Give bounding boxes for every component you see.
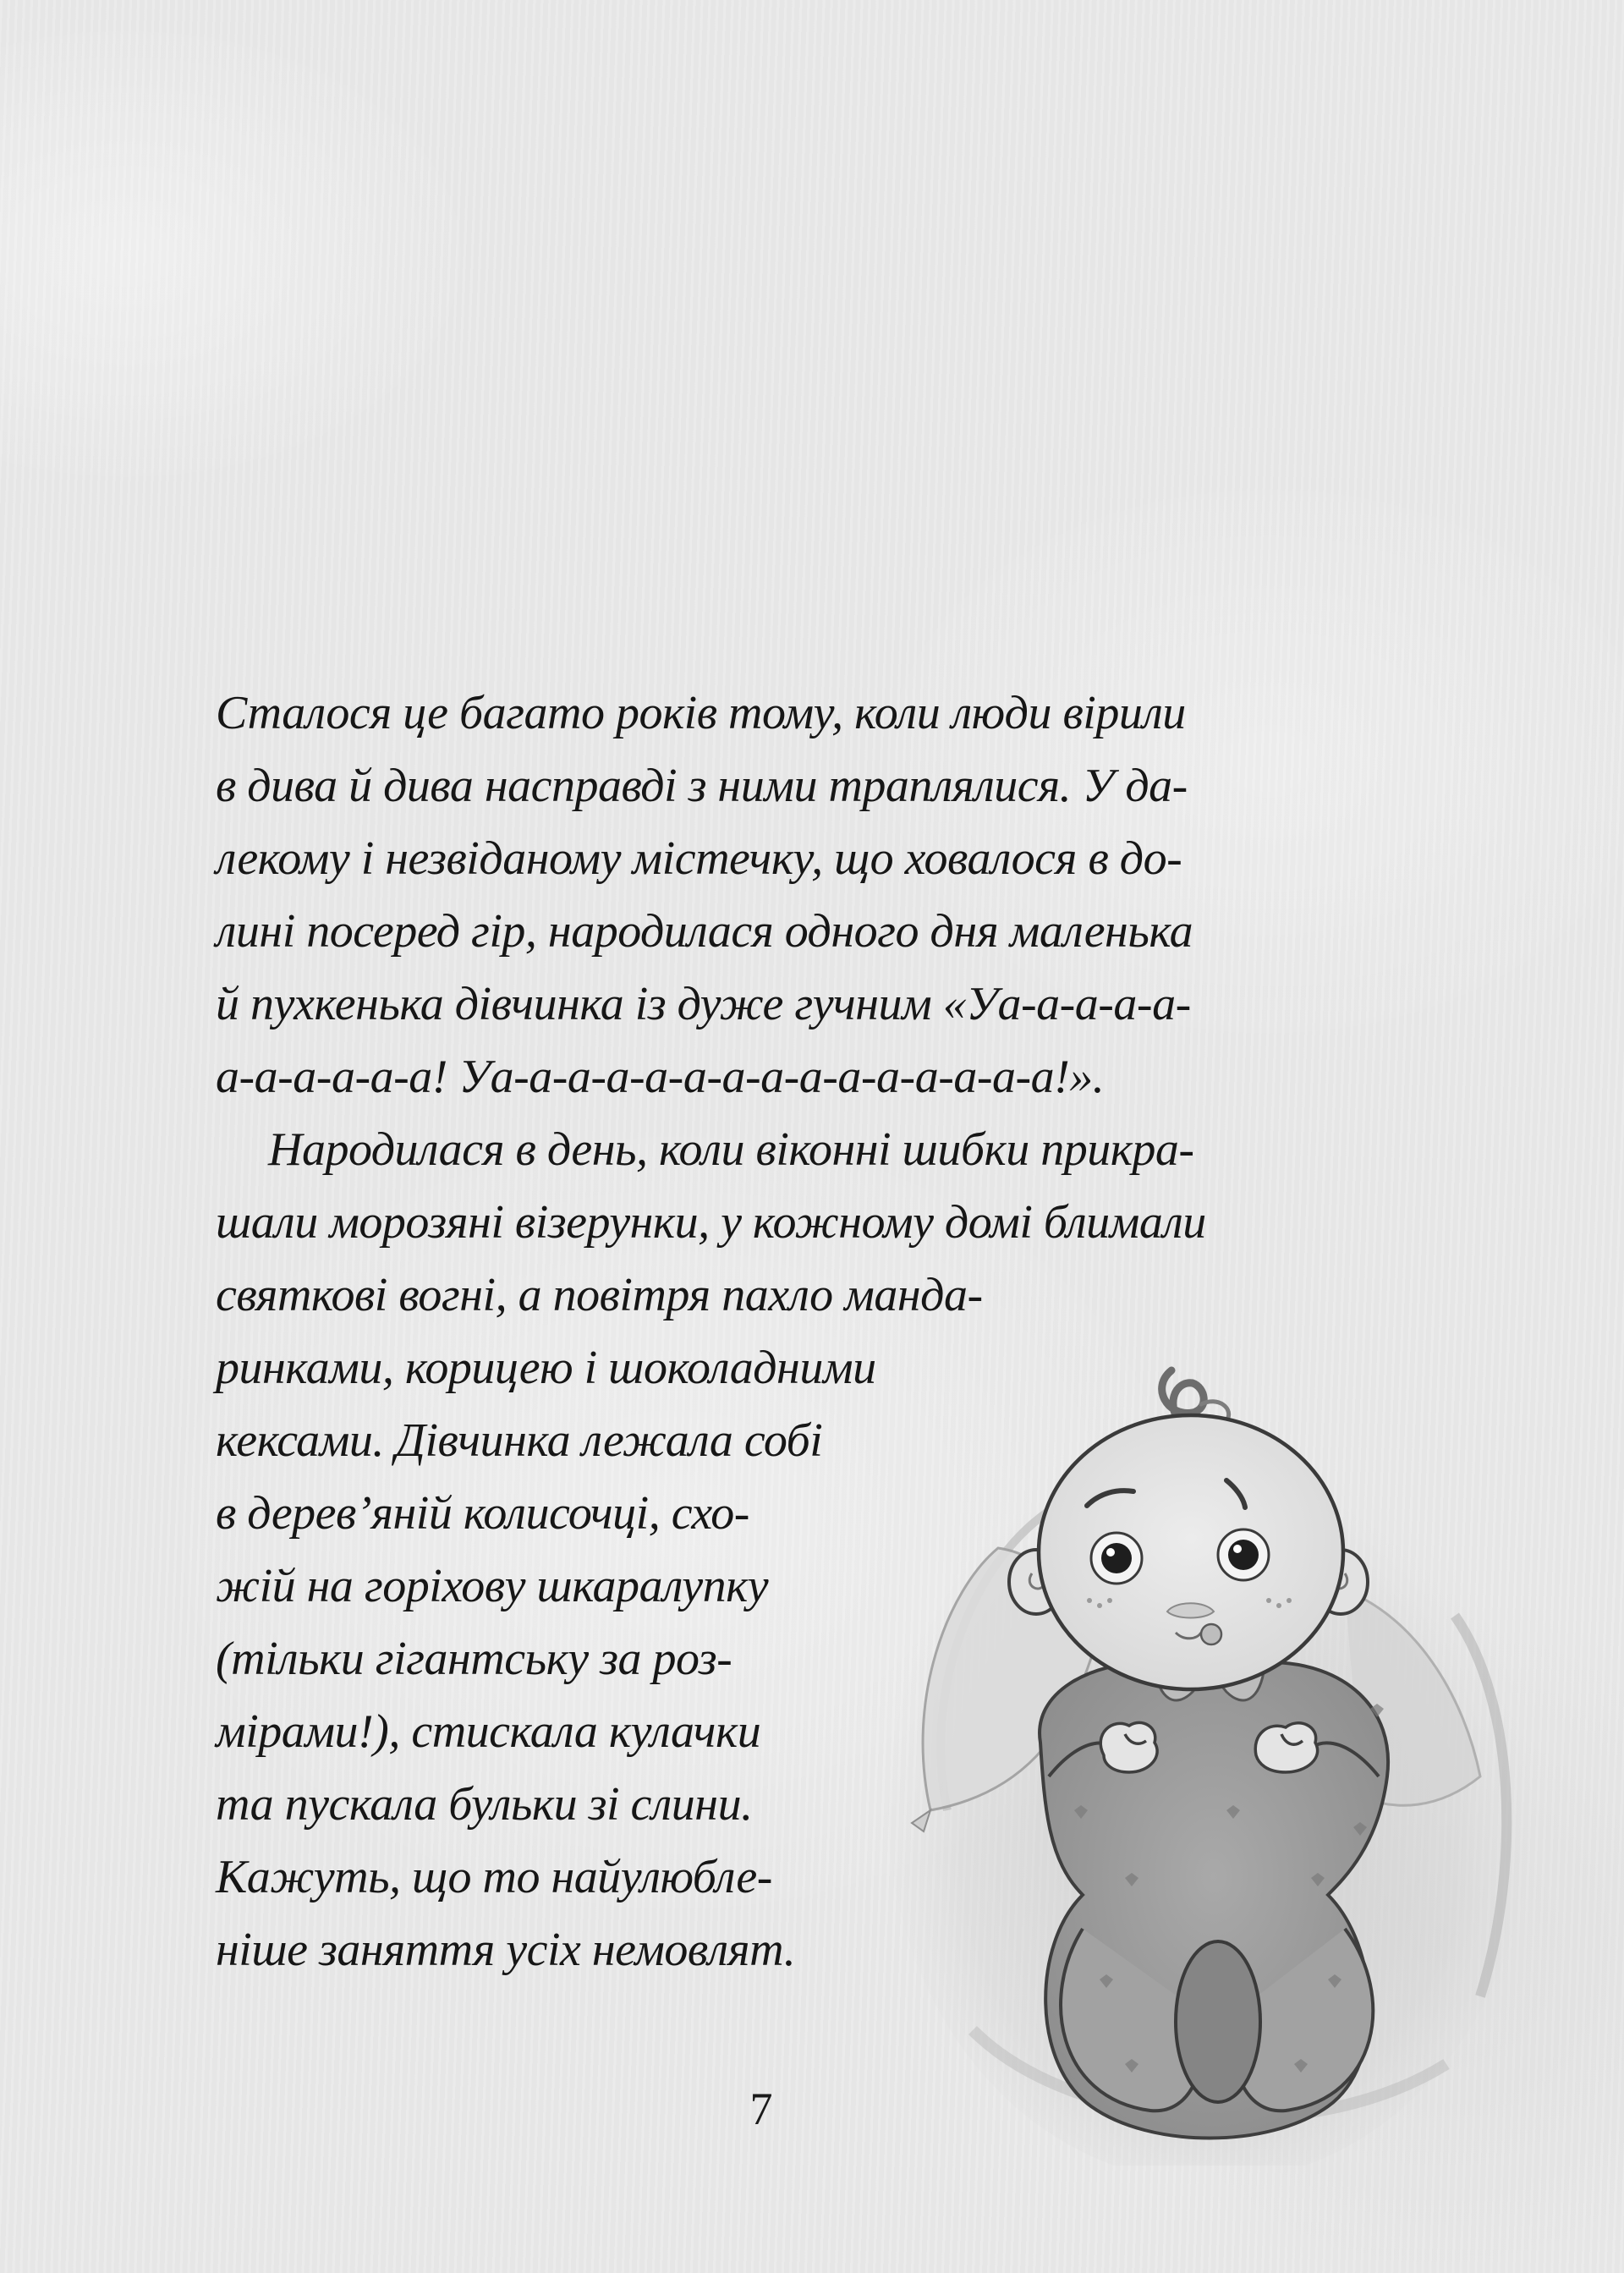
text-line: та пускала бульки зі слини. — [216, 1778, 753, 1831]
text-line: Народилася в день, коли віконні шибки прикра- — [268, 1123, 1194, 1176]
baby-illustration — [871, 1337, 1531, 2166]
text-line: лекому і незвіданому містечку, що ховалося в до- — [216, 832, 1182, 885]
text-line: Сталося це багато років тому, коли люди вірили — [216, 687, 1186, 739]
text-line: кексами. Дівчинка лежала собі — [216, 1414, 823, 1467]
text-line: в дива й дива насправді з ними траплялися. У да- — [216, 760, 1188, 812]
text-line: ніше заняття усіх немовлят. — [216, 1924, 796, 1976]
text-line: жій на горіхову шкаралупку — [216, 1560, 769, 1612]
text-line: а-а-а-а-а-а! Уа-а-а-а-а-а-а-а-а-а-а-а-а-а-а!». — [216, 1051, 1105, 1103]
text-line: ринками, корицею і шоколадними — [216, 1342, 876, 1394]
text-line: й пухкенька дівчинка із дуже гучним «Уа-а-а-а-а- — [216, 978, 1191, 1030]
text-line: мірами!), стискала кулачки — [216, 1705, 761, 1758]
text-line: в дерев’яній колисочці, схо- — [216, 1487, 749, 1540]
text-line: Кажуть, що то найулюбле- — [216, 1851, 772, 1903]
text-line: святкові вогні, а повітря пахло манда- — [216, 1269, 983, 1321]
text-line: шали морозяні візерунки, у кожному домі блимали — [216, 1196, 1206, 1249]
page-number: 7 — [749, 2084, 773, 2134]
text-line: лині посеред гір, народилася одного дня маленька — [216, 905, 1193, 958]
paragraph-1 — [216, 677, 1315, 1113]
text-line: (тільки гігантську за роз- — [216, 1633, 732, 1685]
